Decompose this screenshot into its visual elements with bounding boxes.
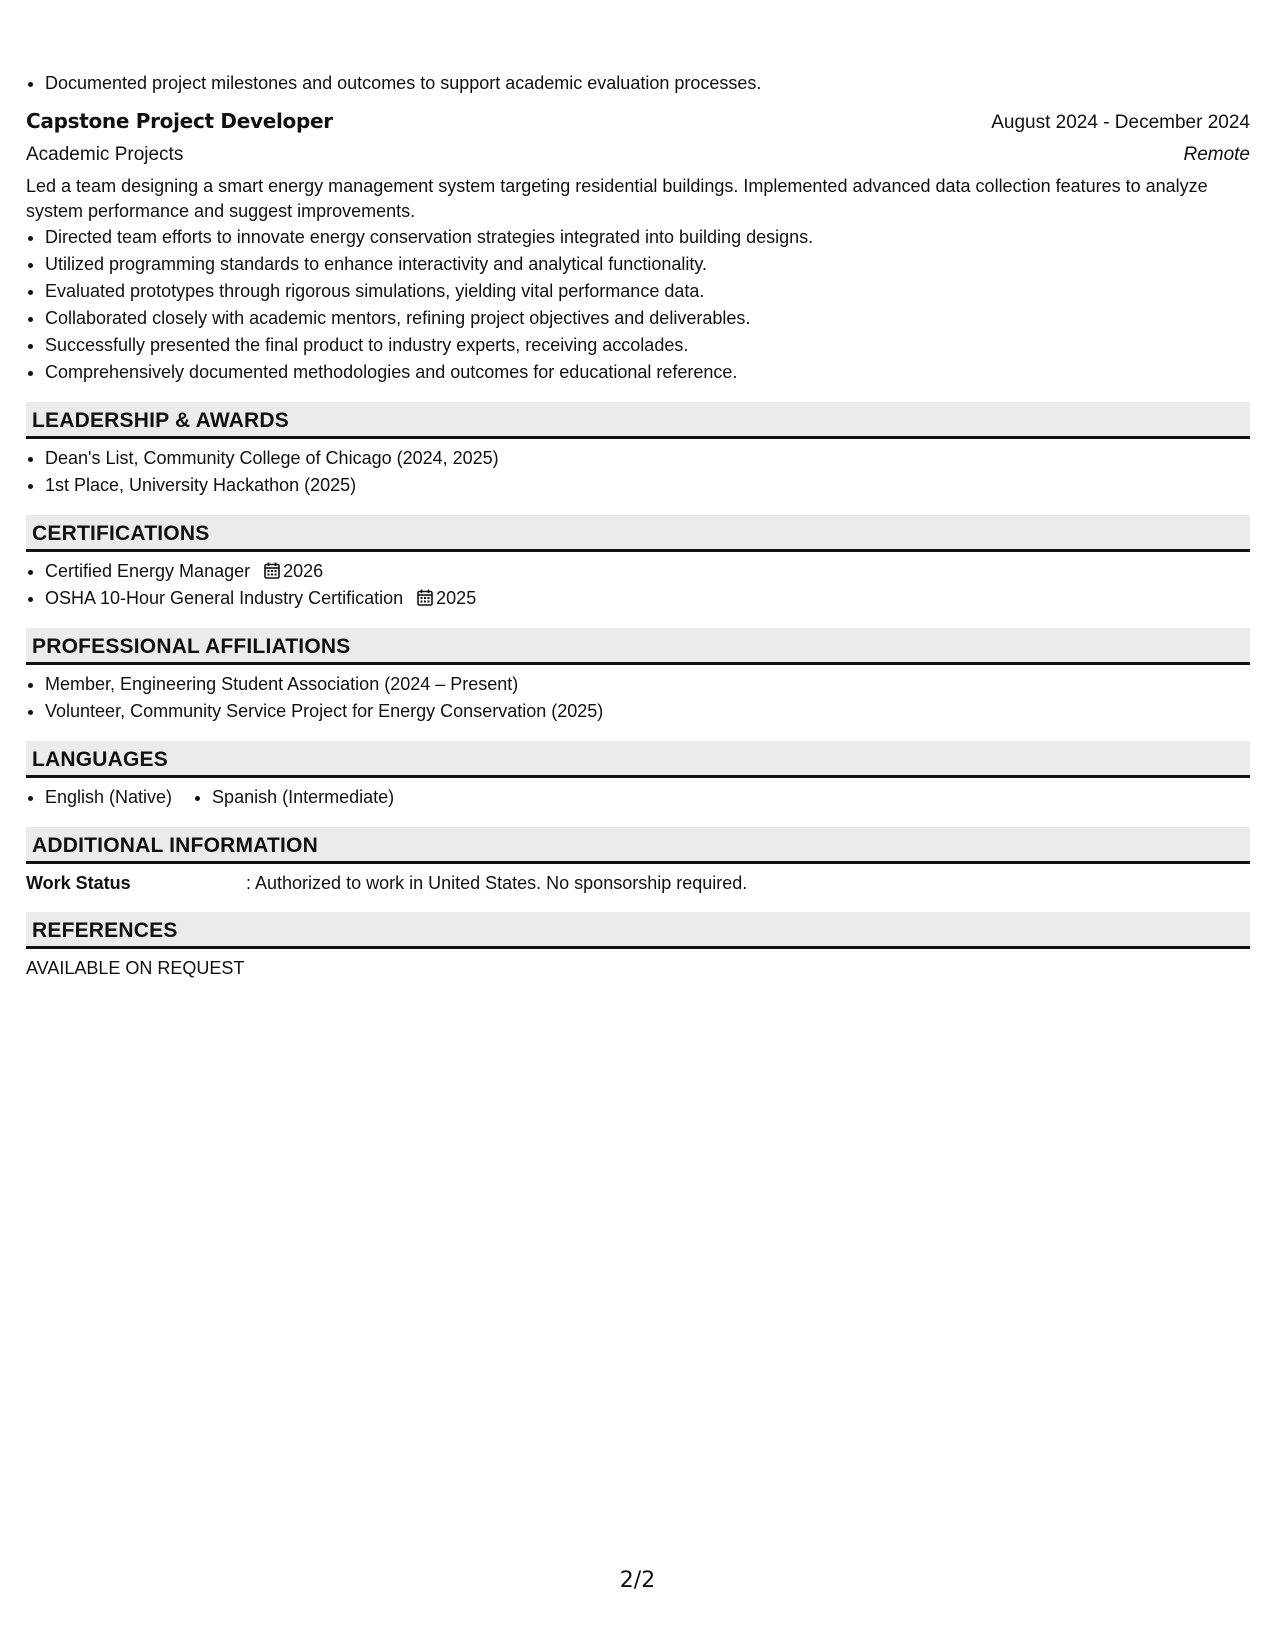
section-heading-affiliations: PROFESSIONAL AFFILIATIONS bbox=[26, 628, 1250, 665]
list-item: • Comprehensively documented methodologies and outcomes for educational reference. bbox=[45, 359, 1250, 386]
work-status-label: Work Status bbox=[26, 873, 131, 893]
certification-date bbox=[264, 561, 323, 581]
job-bullets bbox=[26, 224, 1250, 386]
job-description: Led a team designing a smart energy management system targeting residential buildings. Implemented advanced data collection features to analyze system performance and suggest improvements. bbox=[26, 176, 1208, 221]
page-number: 2/2 bbox=[619, 1568, 656, 1593]
list-item: • Evaluated prototypes through rigorous simulations, yielding vital performance data. bbox=[45, 278, 1250, 305]
languages-list bbox=[26, 784, 1250, 811]
job-dates: August 2024 - December 2024 bbox=[991, 112, 1250, 133]
certification-date bbox=[417, 588, 476, 608]
calendar-icon bbox=[417, 589, 433, 606]
certification-item bbox=[45, 585, 1250, 612]
list-item: • Successfully presented the final product to industry experts, receiving accolades. bbox=[45, 332, 1250, 359]
section-heading-leadership: LEADERSHIP & AWARDS bbox=[26, 402, 1250, 439]
certification-name: OSHA 10-Hour General Industry Certification bbox=[45, 588, 404, 608]
language-item: • English (Native) bbox=[45, 784, 172, 811]
certification-year: 2025 bbox=[436, 588, 477, 608]
previous-job-bullets bbox=[26, 70, 1250, 97]
certification-item bbox=[45, 558, 1250, 585]
language-item: • Spanish (Intermediate) bbox=[212, 784, 394, 811]
list-item: • Dean's List, Community College of Chicago (2024, 2025) bbox=[45, 445, 1250, 472]
job-entry bbox=[26, 105, 1250, 386]
list-item: • Documented project milestones and outcomes to support academic evaluation processes. bbox=[45, 70, 1250, 97]
certification-name: Certified Energy Manager bbox=[45, 561, 251, 581]
references-text: AVAILABLE ON REQUEST bbox=[26, 958, 245, 978]
work-status-row bbox=[26, 870, 1250, 896]
affiliations-list bbox=[26, 671, 1250, 725]
certifications-list bbox=[26, 558, 1250, 612]
section-heading-references: REFERENCES bbox=[26, 912, 1250, 949]
calendar-icon bbox=[264, 562, 280, 579]
list-item: • Directed team efforts to innovate energy conservation strategies integrated into building designs. bbox=[45, 224, 1250, 251]
job-organization: Academic Projects bbox=[26, 144, 184, 165]
job-org-row bbox=[26, 139, 1250, 171]
resume-page bbox=[26, 70, 1250, 981]
section-heading-languages: LANGUAGES bbox=[26, 741, 1250, 778]
leadership-list bbox=[26, 445, 1250, 499]
section-heading-additional-info: ADDITIONAL INFORMATION bbox=[26, 827, 1250, 864]
list-item: • 1st Place, University Hackathon (2025) bbox=[45, 472, 1250, 499]
job-title: Capstone Project Developer bbox=[26, 109, 333, 133]
certification-year: 2026 bbox=[283, 561, 324, 581]
list-item: • Member, Engineering Student Association (2024 – Present) bbox=[45, 671, 1250, 698]
job-location: Remote bbox=[1183, 144, 1250, 165]
list-item: • Volunteer, Community Service Project for Energy Conservation (2025) bbox=[45, 698, 1250, 725]
list-item: • Collaborated closely with academic mentors, refining project objectives and deliverables. bbox=[45, 305, 1250, 332]
work-status-value: : Authorized to work in United States. No sponsorship required. bbox=[246, 873, 748, 893]
section-heading-certifications: CERTIFICATIONS bbox=[26, 515, 1250, 552]
job-header-row bbox=[26, 105, 1250, 139]
list-item: • Utilized programming standards to enhance interactivity and analytical functionality. bbox=[45, 251, 1250, 278]
